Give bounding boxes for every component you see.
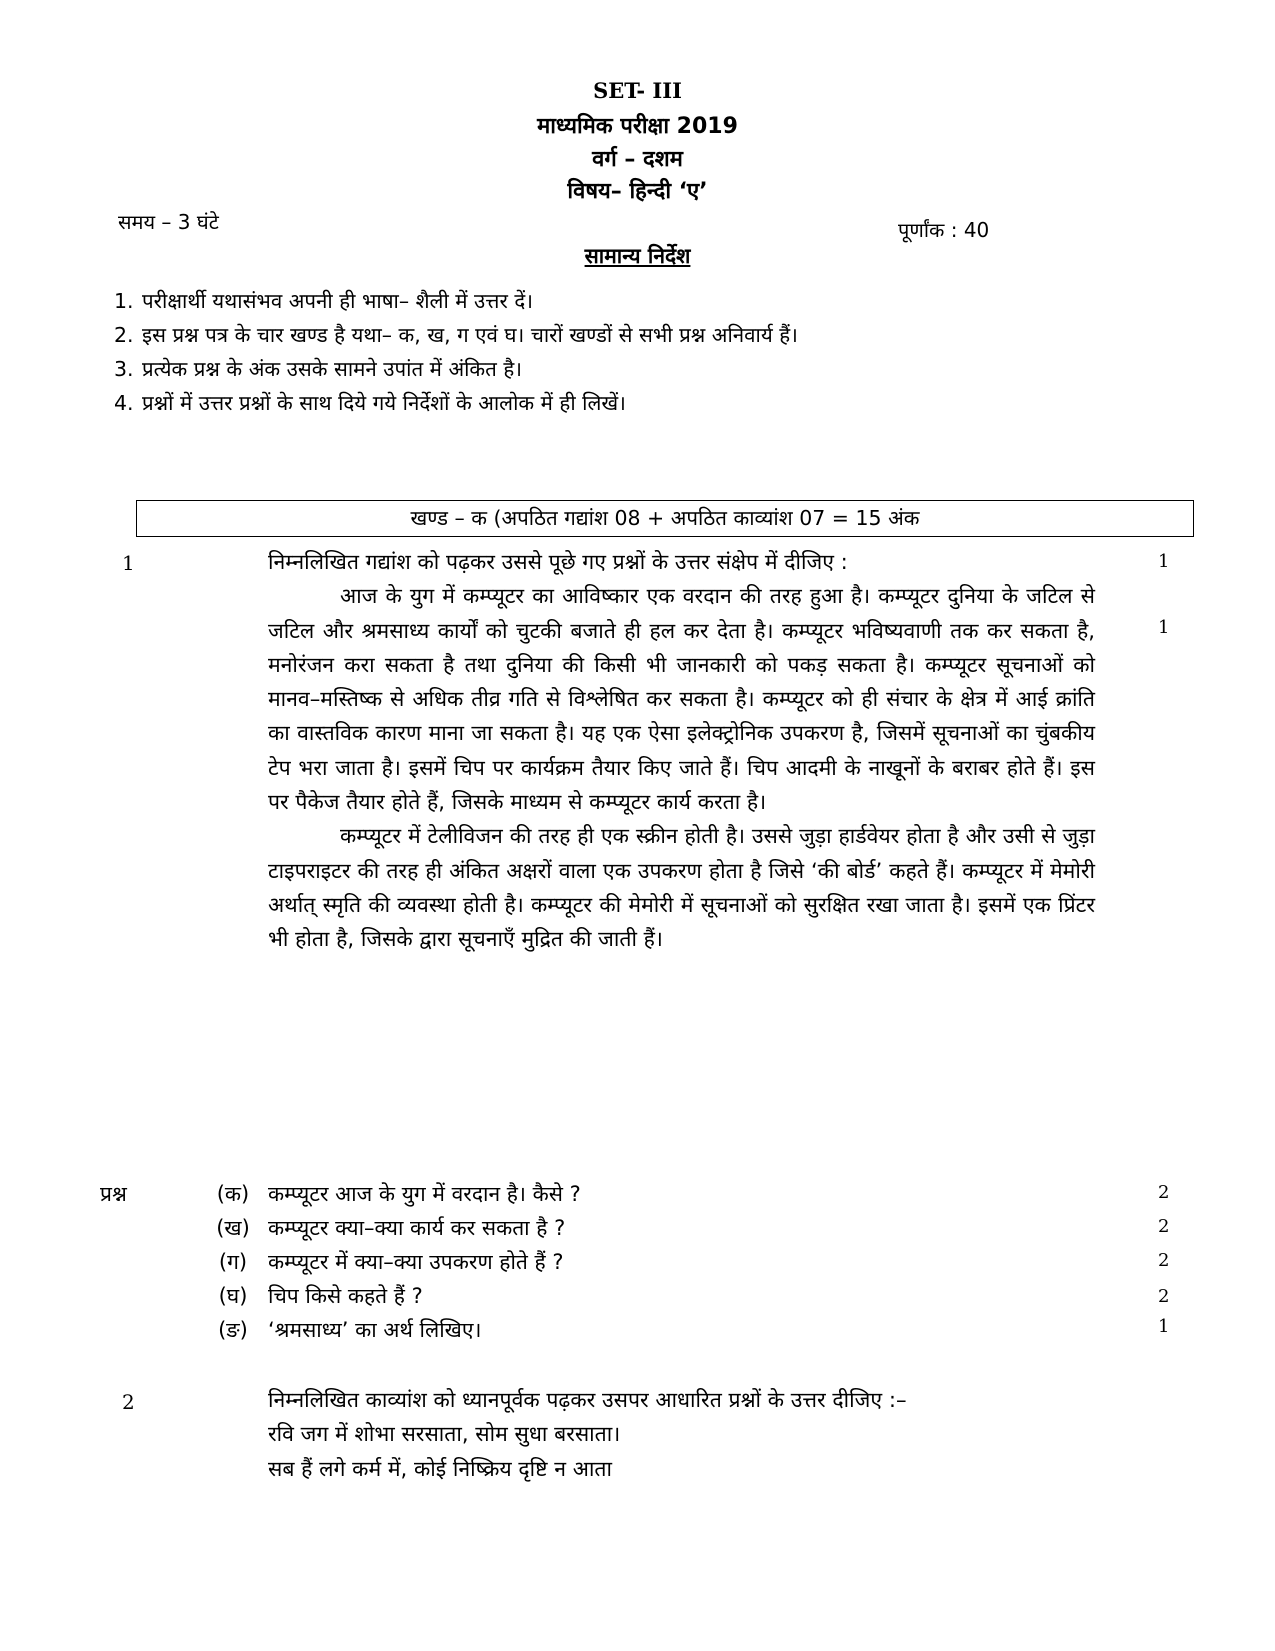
marks-value: 1 — [1158, 617, 1170, 638]
subquestion-label: (घ) — [218, 1284, 248, 1308]
section-heading-box: खण्ड – क (अपठित गद्यांश 08 + अपठित काव्यांश 07 = 15 अंक — [136, 500, 1194, 537]
subquestion-label: (ङ) — [218, 1318, 248, 1342]
marks-value: 2 — [1158, 1286, 1170, 1307]
subquestion-label: (ख) — [216, 1216, 250, 1240]
marks-value: 2 — [1158, 1216, 1170, 1237]
subquestion-label: (ग) — [218, 1250, 248, 1274]
poem-line: रवि जग में शोभा सरसाता, सोम सुधा बरसाता। — [268, 1421, 621, 1447]
instruction-item: 3. प्रत्येक प्रश्न के अंक उसके सामने उपांत में अंकित है। — [114, 357, 523, 381]
subquestion-text: कम्प्यूटर क्या–क्या कार्य कर सकता है ? — [268, 1216, 566, 1240]
marks-value: 2 — [1158, 1250, 1170, 1271]
instructions-title: सामान्य निर्देश — [584, 244, 691, 268]
question-number: 2 — [122, 1390, 135, 1414]
question-instruction: निम्नलिखित गद्यांश को पढ़कर उससे पूछे गए प्रश्नों के उत्तर संक्षेप में दीजिए : — [268, 549, 848, 574]
instruction-item: 2. इस प्रश्न पत्र के चार खण्ड है यथा– क, ख, ग एवं घ। चारों खण्डों से सभी प्रश्न अनिवार्य हैं। — [114, 323, 798, 347]
subquestion-label: (क) — [216, 1182, 250, 1206]
question-number: 1 — [122, 551, 135, 575]
subject-label: विषय– हिन्दी ‘ए’ — [567, 179, 708, 204]
question-instruction: निम्नलिखित काव्यांश को ध्यानपूर्वक पढ़कर उसपर आधारित प्रश्नों के उत्तर दीजिए :– — [268, 1387, 907, 1412]
instructions-list — [114, 284, 1124, 420]
time-label: समय – 3 घंटे — [118, 210, 219, 234]
passage-paragraph: आज के युग में कम्प्यूटर का आविष्कार एक वरदान की तरह हुआ है। कम्प्यूटर दुनिया के जटिल से जटिल और श्रमसाध्य कार्यों को चुटकी बजाते ही हल कर देता है। कम्प्यूटर भविष्यवाणी तक कर सकता है, मनोरंजन करा सकता है तथा दुनिया की किसी भी जानकारी को पकड़ सकता है। कम्प्यूटर सूचनाओं को मानव–मस्तिष्क से अधिक तीव्र गति से विश्लेषित कर सकता है। कम्प्यूटर को ही संचार के क्षेत्र में आई क्रांति का वास्तविक कारण माना जा सकता है। यह एक ऐसा इलेक्ट्रोनिक उपकरण है, जिसमें सूचनाओं का चुंबकीय टेप भरा जाता है। इसमें चिप पर कार्यक्रम तैयार किए जाते हैं। चिप आदमी के नाखूनों के बराबर होते हैं। इस पर पैकेज तैयार होते हैं, जिसके माध्यम से कम्प्यूटर कार्य करता है। — [268, 583, 1095, 815]
marks-value: 2 — [1158, 1182, 1170, 1203]
marks-value: 1 — [1158, 551, 1170, 572]
prashn-label: प्रश्न — [100, 1182, 127, 1206]
set-label: SET- III — [593, 78, 682, 103]
passage-paragraph: कम्प्यूटर में टेलीविजन की तरह ही एक स्क्रीन होती है। उससे जुड़ा हार्डवेयर होता है और उसी से जुड़ा टाइपराइटर की तरह ही अंकित अक्षरों वाला एक उपकरण होता है जिसे ‘की बोर्ड’ कहते हैं। कम्प्यूटर में मेमोरी अर्थात् स्मृति की व्यवस्था होती है। कम्प्यूटर की मेमोरी में सूचनाओं को सुरक्षित रखा जाता है। इसमें एक प्रिंटर भी होता है, जिसके द्वारा सूचनाएँ मुद्रित की जाती हैं। — [268, 823, 1095, 952]
subquestion-text: कम्प्यूटर में क्या–क्या उपकरण होते हैं ? — [268, 1250, 564, 1274]
question-passage — [268, 545, 1095, 957]
full-marks-label: पूर्णांक : 40 — [898, 218, 990, 242]
subquestion-text: चिप किसे कहते हैं ? — [268, 1284, 423, 1308]
marks-value: 1 — [1158, 1316, 1170, 1337]
instruction-item: 1. परीक्षार्थी यथासंभव अपनी ही भाषा– शैली में उत्तर दें। — [114, 289, 534, 313]
class-label: वर्ग – दशम — [592, 147, 683, 172]
subquestion-text: कम्प्यूटर आज के युग में वरदान है। कैसे ? — [268, 1182, 581, 1206]
exam-title: माध्यमिक परीक्षा 2019 — [537, 114, 738, 139]
question-passage — [268, 1383, 1095, 1486]
subquestion-text: ‘श्रमसाध्य’ का अर्थ लिखिए। — [268, 1318, 482, 1342]
instruction-item: 4. प्रश्नों में उत्तर प्रश्नों के साथ दिये गये निर्देशों के आलोक में ही लिखें। — [114, 391, 626, 415]
poem-line: सब हैं लगे कर्म में, कोई निष्क्रिय दृष्टि न आता — [268, 1455, 612, 1481]
